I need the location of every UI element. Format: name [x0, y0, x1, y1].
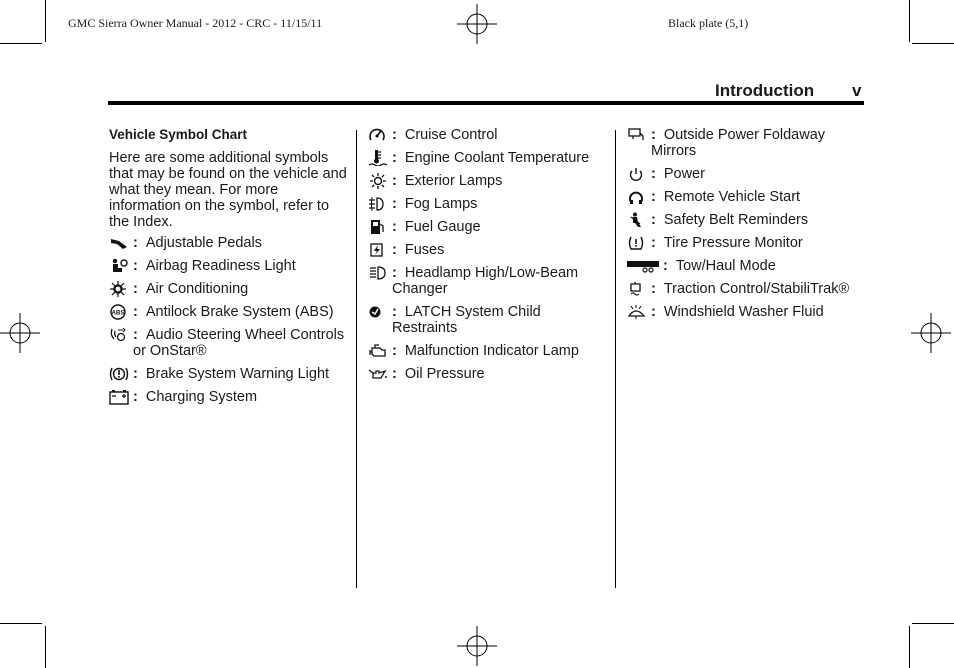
symbol-entry — [368, 366, 608, 382]
symbol-entry — [109, 389, 347, 405]
symbol-colon: : — [392, 366, 397, 382]
crop-mark-tr-v — [909, 0, 910, 42]
svg-text:ABS: ABS — [111, 310, 125, 317]
symbol-entry — [109, 327, 347, 359]
symbol-entry — [109, 258, 347, 274]
crop-mark-tl-v — [45, 0, 46, 42]
symbol-colon: : — [133, 258, 138, 274]
symbol-colon: : — [651, 281, 656, 297]
column-1 — [109, 127, 347, 412]
title-rule — [108, 101, 864, 105]
crop-mark-bl-v — [45, 626, 46, 668]
symbol-label: Cruise Control — [404, 127, 498, 143]
symbol-entry — [368, 127, 608, 143]
symbol-colon: : — [651, 166, 656, 182]
washer-fluid-icon — [627, 304, 647, 320]
symbol-colon: : — [133, 304, 138, 320]
symbol-label: Traction Control/StabiliTrak® — [663, 281, 850, 297]
symbol-label: Windshield Washer Fluid — [663, 304, 824, 320]
symbol-entry — [627, 212, 859, 228]
symbol-colon: : — [392, 265, 397, 281]
adjustable-pedals-icon — [109, 235, 129, 251]
seatbelt-icon — [627, 212, 647, 228]
symbol-label: Fog Lamps — [404, 196, 478, 212]
coolant-temperature-icon — [368, 150, 388, 166]
symbol-label: Oil Pressure — [404, 366, 485, 382]
symbol-colon: : — [392, 242, 397, 258]
column-divider — [356, 130, 357, 588]
cruise-control-icon — [368, 127, 388, 143]
symbol-colon: : — [651, 127, 656, 143]
chart-intro: Here are some additional symbols that may be found on the vehicle and what they mean. For more information on the symbol, refer to the Index. — [109, 150, 347, 230]
crop-mark-br-v — [909, 626, 910, 668]
power-icon — [627, 166, 647, 182]
symbol-colon: : — [392, 304, 397, 320]
symbol-label: Headlamp High/Low-Beam Changer — [392, 265, 579, 297]
symbol-label: Audio Steering Wheel Controls or OnStar® — [133, 327, 345, 359]
crop-mark-br-h — [912, 623, 954, 624]
symbol-colon: : — [663, 258, 668, 274]
exterior-lamps-icon — [368, 173, 388, 189]
crop-mark-bl-h — [0, 623, 42, 624]
headlamp-beam-icon — [368, 265, 388, 281]
symbol-entry — [627, 258, 859, 274]
symbol-colon: : — [651, 304, 656, 320]
symbol-label: Safety Belt Reminders — [663, 212, 809, 228]
symbol-entry — [368, 196, 608, 212]
symbol-colon: : — [133, 281, 138, 297]
symbol-colon: : — [392, 343, 397, 359]
symbol-entry — [109, 304, 347, 320]
fuses-icon — [368, 242, 388, 258]
crop-mark-tl-h — [0, 43, 42, 44]
brake-warning-icon — [109, 366, 129, 382]
latch-icon — [368, 304, 388, 320]
remote-start-icon — [627, 189, 647, 205]
symbol-label: Power — [663, 166, 705, 182]
symbol-entry — [368, 173, 608, 189]
page-number: v — [852, 81, 862, 100]
symbol-entry — [368, 150, 608, 166]
symbol-colon: : — [133, 235, 138, 251]
traction-control-icon — [627, 281, 647, 297]
airbag-icon — [109, 258, 129, 274]
symbol-colon: : — [392, 219, 397, 235]
fog-lamps-icon — [368, 196, 388, 212]
symbol-entry — [109, 366, 347, 382]
symbol-entry — [368, 242, 608, 258]
symbol-entry — [627, 127, 859, 159]
symbol-entry — [368, 219, 608, 235]
symbol-colon: : — [392, 127, 397, 143]
symbol-label: Antilock Brake System (ABS) — [145, 304, 334, 320]
engine-icon — [368, 343, 388, 359]
symbol-label: Brake System Warning Light — [145, 366, 330, 382]
symbol-colon: : — [133, 389, 138, 405]
symbol-entry — [627, 235, 859, 251]
symbol-label: Fuses — [404, 242, 445, 258]
registration-mark-right — [911, 313, 951, 353]
chart-heading: Vehicle Symbol Chart — [109, 127, 248, 142]
column-divider — [615, 130, 616, 588]
symbol-colon: : — [651, 189, 656, 205]
symbol-colon: : — [392, 150, 397, 166]
section-title: Introduction — [715, 81, 815, 100]
symbol-entry — [627, 304, 859, 320]
symbol-colon: : — [651, 212, 656, 228]
symbol-colon: : — [392, 173, 397, 189]
mirror-icon — [627, 127, 647, 143]
symbol-entry — [368, 265, 608, 297]
symbol-colon: : — [392, 196, 397, 212]
symbol-label: LATCH System Child Restraints — [392, 304, 541, 336]
tow-haul-icon — [627, 258, 659, 274]
abs-icon — [109, 304, 129, 320]
fuel-gauge-icon — [368, 219, 388, 235]
symbol-label: Fuel Gauge — [404, 219, 481, 235]
symbol-colon: : — [133, 327, 138, 343]
symbol-label: Adjustable Pedals — [145, 235, 262, 251]
symbol-label: Exterior Lamps — [404, 173, 503, 189]
registration-mark-left — [0, 313, 40, 353]
symbol-label: Airbag Readiness Light — [145, 258, 296, 274]
symbol-entry — [368, 343, 608, 359]
symbol-label: Outside Power Foldaway Mirrors — [651, 127, 826, 159]
symbol-entry — [368, 304, 608, 336]
symbol-label: Tow/Haul Mode — [675, 258, 776, 274]
column-2 — [368, 127, 608, 389]
symbol-label: Engine Coolant Temperature — [404, 150, 590, 166]
column-3 — [627, 127, 859, 327]
registration-mark-top — [457, 4, 497, 44]
symbol-entry — [109, 235, 347, 251]
battery-icon — [109, 389, 129, 405]
symbol-label: Air Conditioning — [145, 281, 249, 297]
tire-pressure-icon — [627, 235, 647, 251]
crop-mark-tr-h — [912, 43, 954, 44]
symbol-colon: : — [133, 366, 138, 382]
symbol-label: Malfunction Indicator Lamp — [404, 343, 579, 359]
plate-label: Black plate (5,1) — [668, 16, 749, 30]
oil-can-icon — [368, 366, 388, 382]
symbol-label: Remote Vehicle Start — [663, 189, 801, 205]
steering-controls-icon — [109, 327, 129, 343]
symbol-entry — [627, 166, 859, 182]
symbol-label: Charging System — [145, 389, 258, 405]
symbol-colon: : — [651, 235, 656, 251]
symbol-entry — [627, 281, 859, 297]
symbol-entry — [627, 189, 859, 205]
manual-header: GMC Sierra Owner Manual - 2012 - CRC - 11/15/11 — [68, 16, 323, 30]
symbol-entry — [109, 281, 347, 297]
air-conditioning-icon — [109, 281, 129, 297]
registration-mark-bottom — [457, 626, 497, 666]
symbol-label: Tire Pressure Monitor — [663, 235, 803, 251]
